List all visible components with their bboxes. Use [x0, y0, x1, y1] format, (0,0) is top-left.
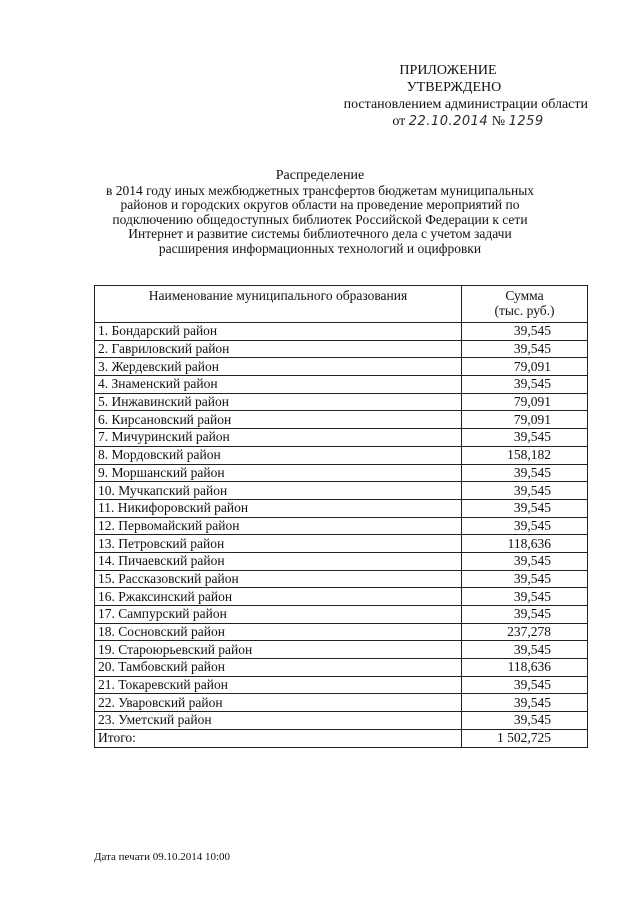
table-row: [95, 588, 588, 606]
table-row: [95, 659, 588, 677]
district-sum: 79,091: [462, 411, 588, 429]
table-row: [95, 323, 588, 341]
heading-line: в 2014 году иных межбюджетных трансфертов бюджетам муниципальных: [105, 182, 535, 198]
total-label: Итого:: [95, 729, 462, 747]
district-sum: 39,545: [462, 517, 588, 535]
table-row: [95, 376, 588, 394]
header-sum: [462, 286, 588, 323]
district-sum: 39,545: [462, 376, 588, 394]
district-sum: 39,545: [462, 464, 588, 482]
district-name: 5. Инжавинский район: [95, 393, 462, 411]
district-name: 22. Уваровский район: [95, 694, 462, 712]
heading-line: Интернет и развитие системы библиотечного дела с учетом задачи: [128, 226, 512, 241]
district-name: 18. Сосновский район: [95, 623, 462, 641]
header-name: Наименование муниципального образования: [95, 286, 462, 323]
district-name: 3. Жердевский район: [95, 358, 462, 376]
district-sum: 39,545: [462, 482, 588, 500]
table-row: [95, 464, 588, 482]
district-name: 14. Пичаевский район: [95, 552, 462, 570]
decree-label: постановлением администрации области: [343, 97, 588, 112]
district-name: 9. Моршанский район: [95, 464, 462, 482]
district-sum: 237,278: [462, 623, 588, 641]
district-name: 6. Кирсановский район: [95, 411, 462, 429]
district-sum: 39,545: [462, 588, 588, 606]
district-sum: 79,091: [462, 393, 588, 411]
table-row: [95, 623, 588, 641]
table-row: [95, 552, 588, 570]
table-total-row: [95, 729, 588, 747]
district-name: 23. Уметский район: [95, 712, 462, 730]
handwritten-date: 22.10.2014: [408, 114, 489, 129]
district-sum: 118,636: [462, 535, 588, 553]
district-sum: 39,545: [462, 340, 588, 358]
district-sum: 39,545: [462, 499, 588, 517]
district-name: 4. Знаменский район: [95, 376, 462, 394]
table-row: [95, 340, 588, 358]
district-name: 17. Сампурский район: [95, 606, 462, 624]
table-row: [95, 694, 588, 712]
district-sum: 39,545: [462, 676, 588, 694]
district-sum: 39,545: [462, 429, 588, 447]
decree-date-number: [328, 113, 608, 130]
district-name: 13. Петровский район: [95, 535, 462, 553]
district-sum: 39,545: [462, 712, 588, 730]
district-name: 1. Бондарский район: [95, 323, 462, 341]
approved-label: УТВЕРЖДЕНО: [406, 80, 502, 95]
table-row: [95, 535, 588, 553]
document-title: Распределение: [275, 168, 365, 183]
district-name: 21. Токаревский район: [95, 676, 462, 694]
document-heading: [70, 169, 570, 256]
district-sum: 39,545: [462, 570, 588, 588]
table-body: [95, 323, 588, 730]
district-sum: 39,545: [462, 323, 588, 341]
district-sum: 39,545: [462, 641, 588, 659]
district-name: 8. Мордовский район: [95, 446, 462, 464]
table-row: [95, 641, 588, 659]
heading-line: подключению общедоступных библиотек Российской Федерации к сети: [112, 211, 528, 227]
table-row: [95, 393, 588, 411]
district-name: 15. Рассказовский район: [95, 570, 462, 588]
district-sum: 158,182: [462, 446, 588, 464]
print-date: Дата печати 09.10.2014 10:00: [94, 851, 231, 863]
district-sum: 39,545: [462, 552, 588, 570]
district-name: 19. Староюрьевский район: [95, 641, 462, 659]
heading-line: расширения информационных технологий и оцифровки: [158, 240, 482, 256]
district-name: 16. Ржаксинский район: [95, 588, 462, 606]
district-name: 7. Мичуринский район: [95, 429, 462, 447]
table-row: [95, 411, 588, 429]
table-row: [95, 570, 588, 588]
table-row: [95, 482, 588, 500]
header-sum-line1: Сумма: [505, 288, 544, 303]
heading-line: районов и городских округов области на проведение мероприятий по: [120, 197, 520, 212]
district-sum: 118,636: [462, 659, 588, 677]
header-sum-line2: (тыс. руб.): [494, 303, 555, 318]
district-name: 12. Первомайский район: [95, 517, 462, 535]
table-row: [95, 517, 588, 535]
table-row: [95, 499, 588, 517]
district-sum: 79,091: [462, 358, 588, 376]
total-sum: 1 502,725: [462, 729, 588, 747]
district-name: 20. Тамбовский район: [95, 659, 462, 677]
table-row: [95, 676, 588, 694]
approval-block: [308, 62, 588, 130]
appendix-label: ПРИЛОЖЕНИЕ: [399, 63, 497, 78]
table-row: [95, 446, 588, 464]
table-row: [95, 358, 588, 376]
district-sum: 39,545: [462, 606, 588, 624]
district-name: 10. Мучкапский район: [95, 482, 462, 500]
table-row: [95, 606, 588, 624]
table-header-row: [95, 286, 588, 323]
handwritten-number: 1259: [508, 114, 544, 129]
table-row: [95, 429, 588, 447]
distribution-table: [94, 285, 588, 748]
district-name: 11. Никифоровский район: [95, 499, 462, 517]
district-sum: 39,545: [462, 694, 588, 712]
district-name: 2. Гавриловский район: [95, 340, 462, 358]
table-row: [95, 712, 588, 730]
date-prefix: от: [392, 114, 406, 129]
number-prefix: №: [491, 114, 506, 129]
